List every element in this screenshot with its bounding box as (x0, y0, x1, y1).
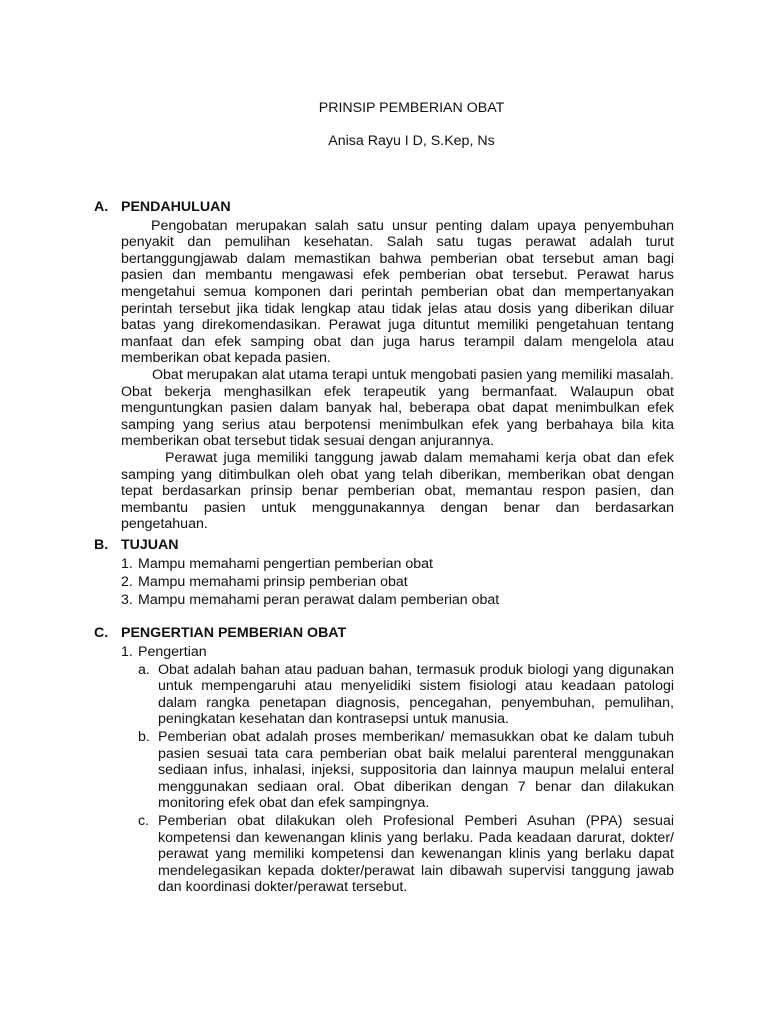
section-heading (94, 537, 674, 554)
section-pengertian (94, 625, 674, 897)
paragraph: Obat merupakan alat utama terapi untuk mengobati pasien yang memiliki masalah. Obat bekerja menghasilkan efek terapeutik yang bermanfaat. Walaupun obat menguntungkan pasien dalam banyak hal, beberapa obat dapat menimbulkan efek samping yang serius atau berpotensi menimbulkan efek yang berbahaya bila kita memberikan obat tersebut tidak sesuai dengan anjurannya. (121, 366, 674, 450)
list-item (121, 556, 674, 574)
sub-list-marker: b. (138, 728, 150, 745)
list-item-text: Mampu memahami pengertian pemberian obat (138, 555, 433, 572)
section-tujuan (94, 537, 674, 610)
document-author: Anisa Rayu I D, S.Kep, Ns (328, 133, 495, 149)
list-marker: 3. (121, 591, 133, 608)
section-title: PENGERTIAN PEMBERIAN OBAT (121, 625, 347, 641)
sub-list-text: Obat adalah bahan atau paduan bahan, termasuk produk biologi yang digunakan untuk mempengaruhi atau menyelidiki sistem fisiologi atau keadaan patologi dalam rangka penetapan diagnosis, pencegahan, penyembuhan, pemulihan, peningkatan kesehatan dan kontrasepsi untuk manusia. (158, 661, 674, 728)
list-item (121, 574, 674, 592)
paragraph: Perawat juga memiliki tanggung jawab dalam memahami kerja obat dan efek samping yang ditimbulkan oleh obat yang telah diberikan, memberikan obat dengan tepat berdasarkan prinsip benar pemberian obat, memantau respon pasien, dan membantu pasien untuk menggunakannya dengan benar dan berdasarkan pengetahuan. (121, 449, 674, 533)
list-marker: 1. (121, 643, 133, 660)
section-title: TUJUAN (121, 537, 179, 553)
section-title: PENDAHULUAN (121, 199, 231, 215)
sub-list-marker: c. (138, 812, 150, 829)
sub-list-item (138, 662, 674, 729)
section-letter: C. (94, 625, 109, 641)
section-letter: B. (94, 537, 109, 553)
list-marker: 2. (121, 573, 133, 590)
list-item-text: Mampu memahami prinsip pemberian obat (138, 573, 408, 590)
section-body (121, 218, 674, 533)
document-title: PRINSIP PEMBERIAN OBAT (318, 100, 505, 116)
list-item-text: Mampu memahami peran perawat dalam pemberian obat (138, 591, 500, 608)
list-item (121, 644, 674, 662)
sub-list-marker: a. (138, 661, 150, 678)
objectives-list (121, 556, 674, 610)
definition-list (121, 644, 674, 897)
list-item-text: Pengertian (138, 643, 207, 660)
section-heading (94, 199, 674, 216)
paragraph: Pengobatan merupakan salah satu unsur penting dalam upaya penyembuhan penyakit dan pemulihan kesehatan. Salah satu tugas perawat adalah turut bertanggungjawab dalam memastikan bahwa pemberian obat tersebut aman bagi pasien dan membantu mengawasi efek pemberian obat tersebut. Perawat harus mengetahui semua komponen dari perintah pemberian obat dan mempertanyakan perintah tersebut jika tidak lengkap atau tidak jelas atau dosis yang diberikan diluar batas yang direkomendasikan. Perawat juga dituntut memiliki pengetahuan tentang manfaat dan efek samping obat dan juga harus terampil dalam mengelola atau memberikan obat kepada pasien. (121, 217, 674, 367)
list-marker: 1. (121, 555, 133, 572)
section-letter: A. (94, 199, 109, 215)
sub-list-text: Pemberian obat dilakukan oleh Profesional Pemberi Asuhan (PPA) sesuai kompetensi dan kewenangan klinis yang berlaku. Pada keadaan darurat, dokter/ perawat yang memiliki kompetensi dan kewenangan klinis yang berlaku dapat mendelegasikan kepada dokter/perawat lain dibawah supervisi tanggung jawab dan koordinasi dokter/perawat tersebut. (158, 812, 674, 896)
section-heading (94, 625, 674, 642)
sub-list-item (138, 813, 674, 897)
sub-list-text: Pemberian obat adalah proses memberikan/ memasukkan obat ke dalam tubuh pasien sesuai tata cara pemberian obat baik melalui parenteral menggunakan sediaan infus, inhalasi, injeksi, suppositoria dan lainnya maupun melalui enteral menggunakan sediaan oral. Obat diberikan dengan 7 benar dan dilakukan monitoring efek obat dan efek sampingnya. (158, 728, 674, 812)
list-item (121, 592, 674, 610)
section-pendahuluan (94, 199, 674, 533)
sub-list-item (138, 729, 674, 813)
